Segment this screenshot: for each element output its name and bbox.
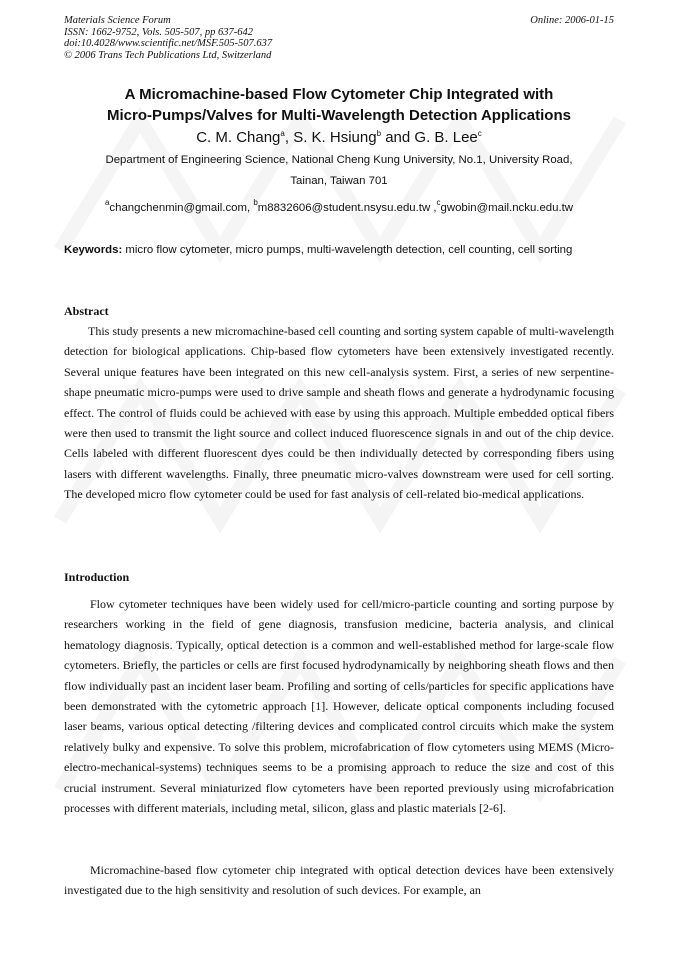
- author-2-affil: b: [376, 129, 382, 138]
- affiliation-line-1: Department of Engineering Science, National Cheng Kung University, No.1, University Road,: [105, 154, 573, 166]
- title-line-1: A Micromachine-based Flow Cytometer Chip Integrated with: [124, 86, 554, 103]
- author-1-affil: a: [280, 129, 285, 138]
- journal-name: Materials Science Forum: [64, 15, 171, 26]
- email-list: [40, 199, 638, 217]
- email-2-marker: b: [253, 198, 258, 207]
- journal-header: [64, 15, 272, 61]
- abstract-body: This study presents a new micromachine-based cell counting and sorting system capable of multi-wavelength detection for biological applications. Chip-based flow cytometers have been extensively investigated recently. Several unique features have been integrated on this new cell-analysis system. First, a series of new serpentine-shape pneumatic micro-pumps were used to drive sample and sheath flows and generate a hydrodynamic focusing effect. The control of fluids could be achieved with ease by using this approach. Multiple embedded optical fibers were then used to transmit the light source and collect induced fluorescence signals in and out of the chip device. Cells labeled with different fluorescent dyes could be then individually detected by corresponding fibers using lasers with different wavelengths. Finally, three pneumatic micro-valves downstream were used for cell sorting. The developed micro flow cytometer could be used for fast analysis of cell-related bio-medical applications.: [64, 324, 614, 502]
- online-date: Online: 2006-01-15: [530, 15, 614, 26]
- issn-line: ISSN: 1662-9752, Vols. 505-507, pp 637-642: [64, 26, 253, 38]
- introduction-paragraph-1: Flow cytometer techniques have been widely used for cell/micro-particle counting and sorting purpose by researchers working in the field of gene diagnosis, transfusion medicine, bacteria analysis, and clinical hematology diagnosis. Typically, optical detection is a common and well-established method for large-scale flow cytometers. Briefly, the particles or cells are first focused hydrodynamically by neighboring sheath flows and then flow individually past an incident laser beam. Profiling and sorting of cells/particles for specific applications have been demonstrated with the cytometric approach [1]. However, delicate optical components including focused laser beams, various optical detecting /filtering devices and complicated control circuits which make the system relatively bulky and expensive. To solve this problem, microfabrication of flow cytometers using MEMS (Micro-electro-mechanical-systems) techniques seems to be a promising approach to reduce the size and cost of this crucial instrument. Several miniaturized flow cytometers have been reported previously using microfabrication processes with different materials, including metal, silicon, glass and plastic materials [2-6].: [64, 597, 614, 816]
- introduction-heading: Introduction: [64, 570, 130, 584]
- email-3: gwobin@mail.ncku.edu.tw: [440, 202, 574, 214]
- author-list: [40, 128, 638, 148]
- email-2: m8832606@student.nsysu.edu.tw ,: [257, 202, 437, 214]
- title-line-2: Micro-Pumps/Valves for Multi-Wavelength Detection Applications: [107, 107, 571, 124]
- keywords: [64, 240, 614, 260]
- abstract-heading: Abstract: [64, 304, 109, 318]
- copyright-line: © 2006 Trans Tech Publications Ltd, Switzerland: [64, 49, 272, 61]
- email-1: changchenmin@gmail.com,: [109, 202, 254, 214]
- author-3: G. B. Lee: [414, 129, 478, 146]
- author-2: S. K. Hsiung: [293, 129, 377, 146]
- author-separator: ,: [284, 129, 294, 146]
- keywords-label: Keywords:: [64, 244, 123, 256]
- introduction-paragraph-2: Micromachine-based flow cytometer chip integrated with optical detection devices have been extensively investigated due to the high sensitivity and resolution of such devices. For example, an: [64, 863, 614, 898]
- email-1-marker: a: [104, 198, 110, 207]
- author-1: C. M. Chang: [196, 129, 281, 146]
- affiliation-line-2: Tainan, Taiwan 701: [290, 175, 388, 187]
- paper-title: [40, 84, 638, 126]
- email-3-marker: c: [436, 198, 441, 207]
- author-3-affil: c: [477, 129, 482, 138]
- doi-line: doi:10.4028/www.scientific.net/MSF.505-507.637: [64, 38, 273, 50]
- keywords-text: micro flow cytometer, micro pumps, multi-wavelength detection, cell counting, cell sorting: [122, 244, 573, 256]
- author-separator: and: [381, 129, 415, 146]
- affiliation: [64, 150, 614, 192]
